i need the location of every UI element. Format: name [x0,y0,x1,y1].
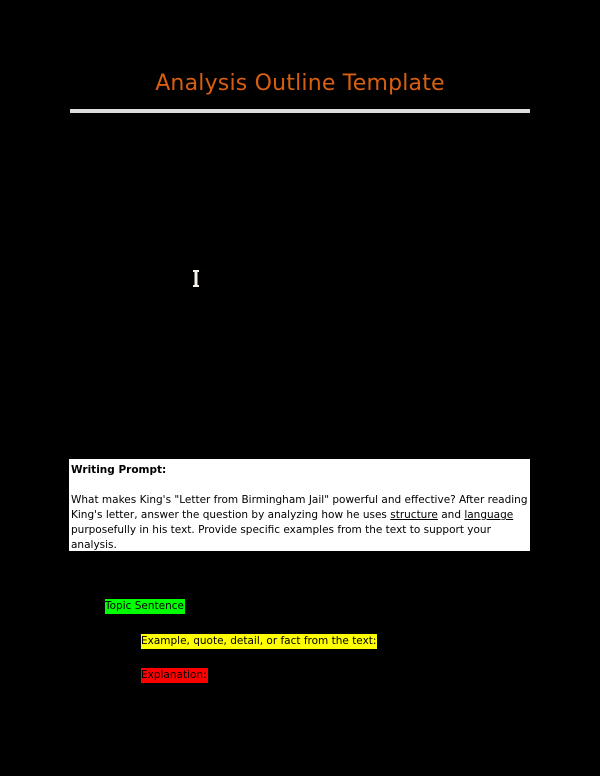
outline-topic-sentence: Topic Sentence [105,600,184,612]
writing-prompt-heading: Writing Prompt: [71,464,167,476]
prompt-keyword-structure: structure [390,509,438,521]
writing-prompt-box [69,459,530,551]
writing-prompt-text [71,493,528,553]
title-divider [70,109,530,113]
outline-explanation: Explanation: [141,669,207,681]
prompt-text-part: What makes King's "Letter from Birmingham Jail" powerful and effective? After reading King's letter, answer the question by analyzing how he uses [71,494,528,521]
prompt-text-part: and [437,509,465,521]
outline-example: Example, quote, detail, or fact from the text: [141,635,377,647]
prompt-text-part: purposefully in his text. Provide specific examples from the text to support your analysis. [71,524,491,551]
prompt-keyword-language: language [464,509,514,521]
document-title: Analysis Outline Template [155,71,445,96]
text-cursor-ibeam-icon [193,270,199,287]
